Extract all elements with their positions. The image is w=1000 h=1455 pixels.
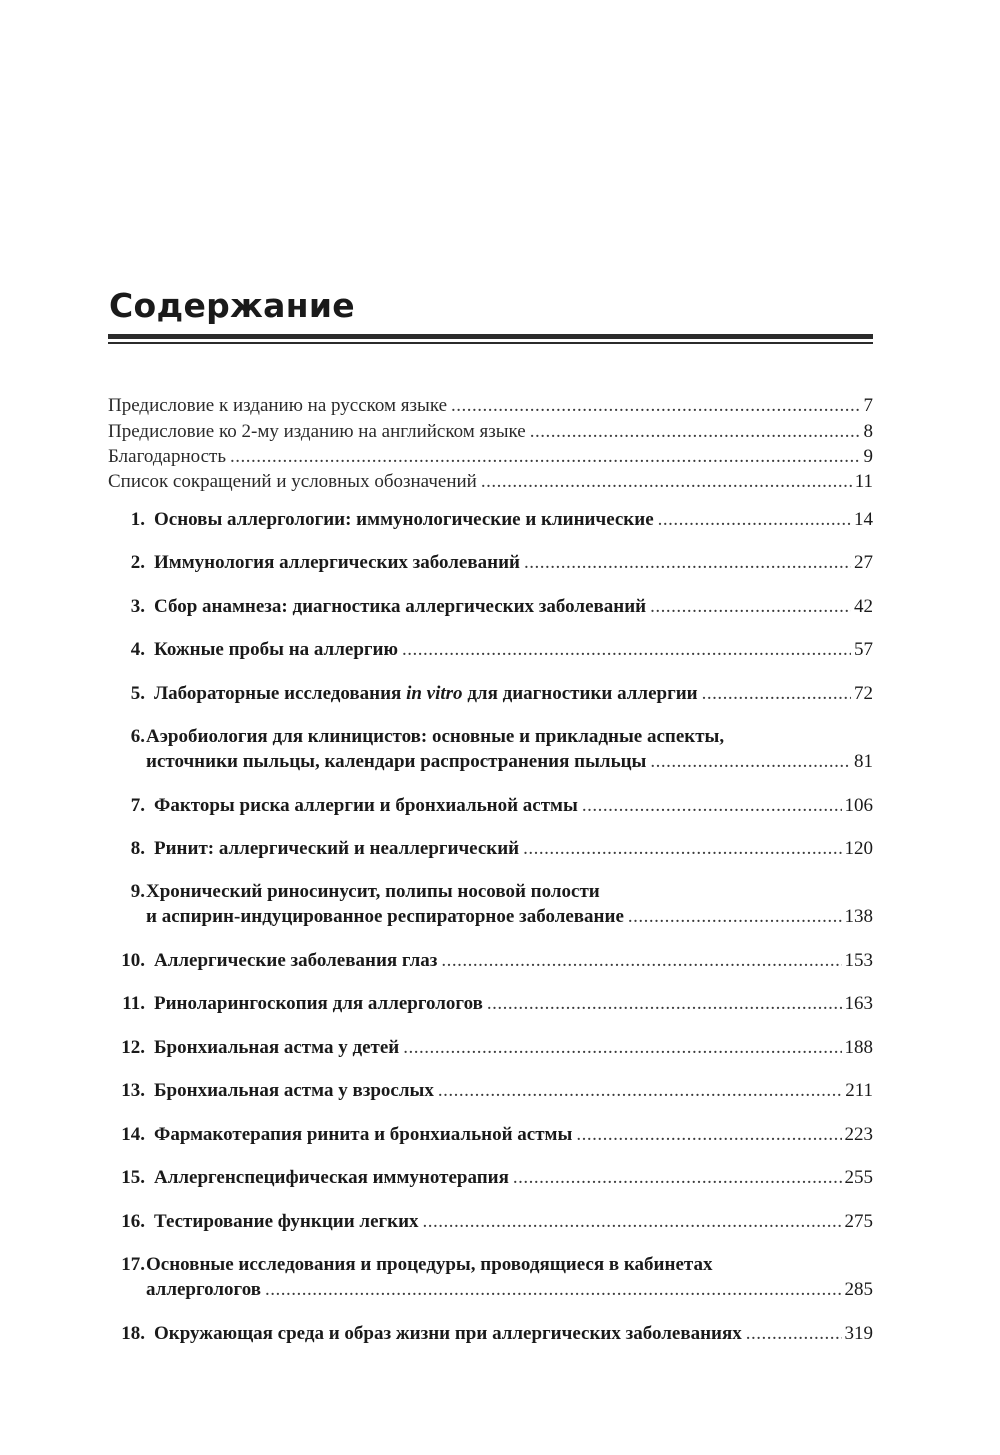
chapter-title: Основы аллергологии: иммунологические и клинические [154,509,654,530]
chapter-page: 27 [854,552,873,573]
chapter-title: источники пыльцы, календари распространения пыльцы [146,751,647,772]
dot-leader [451,394,860,418]
chapter-title-line1[interactable]: Основные исследования и процедуры, проводящиеся в кабинетах [146,1254,713,1275]
chapter-page: 120 [844,838,873,859]
dot-leader [650,595,851,619]
chapter-number: 11. [122,993,145,1014]
chapter-title: Аллергенспецифическая иммунотерапия [154,1167,509,1188]
toc-chapter-8[interactable] [108,837,873,861]
chapter-page: 255 [844,1167,873,1188]
toc-chapter-13[interactable] [108,1079,873,1103]
chapter-page: 57 [854,639,873,660]
toc-entry-page: 8 [863,421,873,442]
chapter-title: Тестирование функции легких [154,1211,419,1232]
chapter-page: 81 [854,751,873,772]
chapter-number: 9. [130,881,145,902]
chapter-title-italic: in vitro [406,683,463,704]
dot-leader [487,992,842,1016]
toc-entry-abbreviations[interactable] [108,470,873,494]
toc-entry-foreword-english[interactable] [108,420,873,444]
dot-leader [524,551,851,575]
chapter-page: 285 [844,1279,873,1300]
dot-leader [576,1123,841,1147]
dot-leader [265,1278,842,1302]
dot-leader [530,420,861,444]
toc-entry-title: Благодарность [108,446,226,467]
title-rule-thick [108,334,873,339]
chapter-title: Фармакотерапия ринита и бронхиальной астмы [154,1124,573,1145]
toc-chapter-1[interactable] [108,508,873,532]
toc-chapter-17[interactable] [145,1278,873,1302]
chapter-title: Ринит: аллергический и неаллергический [154,838,520,859]
chapter-title: и аспирин-индуцированное респираторное заболевание [146,906,624,927]
dot-leader [481,470,852,494]
toc-entry-page: 11 [854,471,873,492]
chapter-page: 72 [854,683,873,704]
chapter-title: Кожные пробы на аллергию [154,639,398,660]
toc-entry-page: 9 [863,446,873,467]
toc-entry-title: Предисловие ко 2-му изданию на английском языке [108,421,526,442]
chapter-number: 1. [130,509,145,530]
toc-entry-acknowledgements[interactable] [108,445,873,469]
chapter-number: 13. [121,1080,145,1101]
dot-leader [650,750,851,774]
dot-leader [402,638,851,662]
chapter-page: 188 [844,1037,873,1058]
chapter-page: 223 [844,1124,873,1145]
toc-chapter-9[interactable] [145,905,873,929]
chapter-title-line1[interactable]: Аэробиология для клиницистов: основные и прикладные аспекты, [146,726,725,747]
dot-leader [403,1036,841,1060]
chapter-page: 138 [844,906,873,927]
chapter-number: 16. [121,1211,145,1232]
toc-chapter-10[interactable] [108,949,873,973]
toc-chapter-16[interactable] [108,1210,873,1234]
chapter-title: Факторы риска аллергии и бронхиальной астмы [154,795,578,816]
chapter-title-line1[interactable]: Хронический риносинусит, полипы носовой полости [146,881,600,902]
chapter-title: Окружающая среда и образ жизни при аллергических заболеваниях [154,1323,742,1344]
chapter-page: 163 [844,993,873,1014]
chapter-page: 14 [854,509,873,530]
dot-leader [523,837,841,861]
toc-chapter-15[interactable] [108,1166,873,1190]
dot-leader [230,445,861,469]
chapter-page: 211 [845,1080,873,1101]
chapter-page: 106 [844,795,873,816]
chapter-title-part: Лабораторные исследования [154,683,407,704]
page-title: Содержание [109,286,355,325]
dot-leader [658,508,851,532]
dot-leader [746,1322,842,1346]
dot-leader [702,682,851,706]
chapter-title: Риноларингоскопия для аллергологов [154,993,483,1014]
chapter-title: Аллергические заболевания глаз [154,950,438,971]
toc-chapter-4[interactable] [108,638,873,662]
chapter-page: 319 [844,1323,873,1344]
dot-leader [628,905,842,929]
dot-leader [582,794,842,818]
dot-leader [438,1079,842,1103]
chapter-page: 42 [854,596,873,617]
dot-leader [513,1166,842,1190]
chapter-number: 8. [130,838,145,859]
toc-chapter-2[interactable] [108,551,873,575]
title-rule-thin [108,342,873,344]
chapter-title: Сбор анамнеза: диагностика аллергических заболеваний [154,596,647,617]
chapter-title: Бронхиальная астма у детей [154,1037,400,1058]
toc-chapter-12[interactable] [108,1036,873,1060]
chapter-number: 12. [121,1037,145,1058]
chapter-number: 14. [121,1124,145,1145]
chapter-number: 7. [130,795,145,816]
toc-entry-page: 7 [863,395,873,416]
toc-chapter-6[interactable] [145,750,873,774]
toc-entry-title: Предисловие к изданию на русском языке [108,395,448,416]
chapter-number: 10. [121,950,145,971]
toc-chapter-14[interactable] [108,1123,873,1147]
chapter-page: 275 [844,1211,873,1232]
chapter-title [145,682,698,706]
dot-leader [441,949,841,973]
chapter-number: 5. [130,683,145,704]
chapter-page: 153 [844,950,873,971]
chapter-number: 15. [121,1167,145,1188]
chapter-number: 4. [130,639,145,660]
toc-chapter-18[interactable] [108,1322,873,1346]
chapter-title: Иммунология аллергических заболеваний [154,552,520,573]
chapter-number: 3. [130,596,145,617]
toc-entry-foreword-russian[interactable] [108,394,873,418]
chapter-number: 2. [130,552,145,573]
chapter-title: Бронхиальная астма у взрослых [154,1080,434,1101]
chapter-number: 18. [121,1323,145,1344]
chapter-title: аллергологов [146,1279,261,1300]
toc-chapter-11[interactable] [108,992,873,1016]
toc-chapter-5[interactable] [108,682,873,706]
chapter-number: 17. [121,1254,145,1275]
toc-chapter-7[interactable] [108,794,873,818]
chapter-title-part: для диагностики аллергии [462,683,698,704]
toc-entry-title: Список сокращений и условных обозначений [108,471,477,492]
chapter-number: 6. [130,726,145,747]
dot-leader [423,1210,842,1234]
toc-chapter-3[interactable] [108,595,873,619]
